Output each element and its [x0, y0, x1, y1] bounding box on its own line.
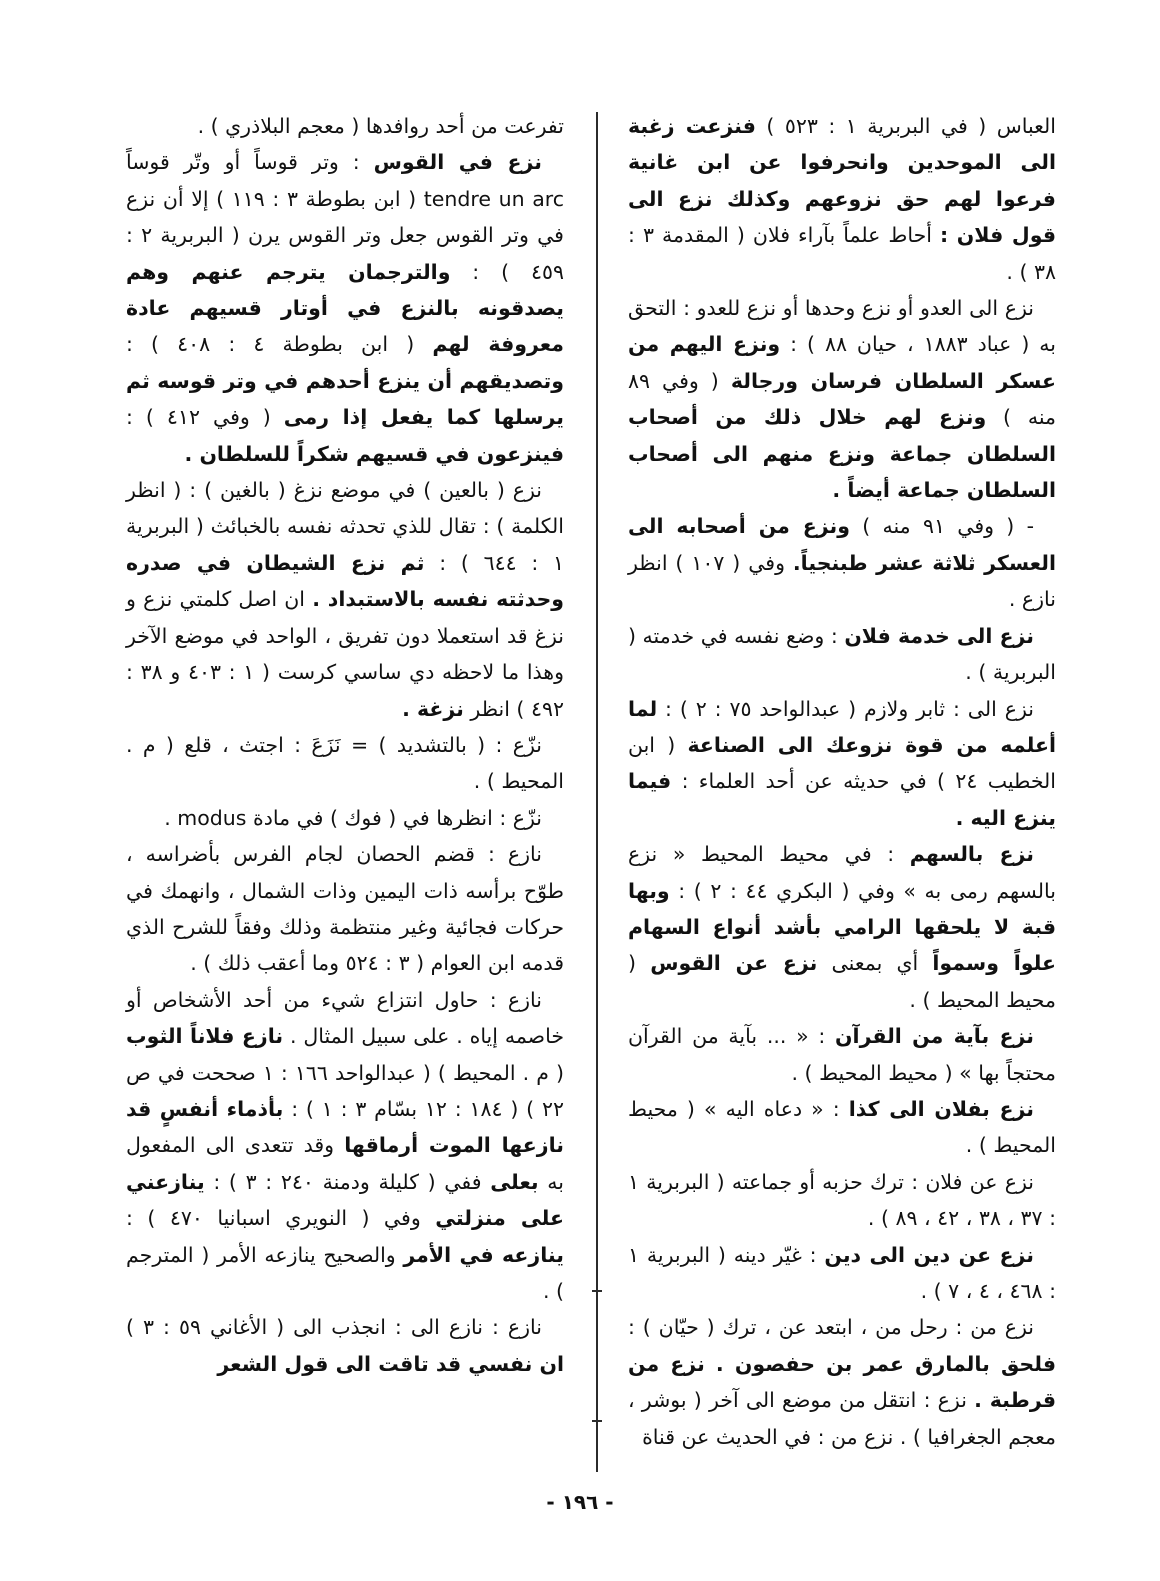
headword-text: ثم نزع الشيطان في صدره وحدثته نفسه بالاستبداد .	[126, 550, 564, 612]
body-text: ( م . المحيط ) ( عبدالواحد ١٦٦ : ١ صححت في ص ٢٢ ) ( ١٨٤ : ١٢ بسّام ٣ : ١ ) :	[126, 1060, 565, 1121]
paragraph	[628, 1309, 1056, 1455]
column-divider	[596, 112, 598, 1472]
headword-text: ينازعني على منزلتي	[126, 1169, 564, 1231]
headword-text: فينزعون في قسيهم شكراً للسلطان .	[184, 441, 564, 466]
body-text: - ( وفي ٩١ منه )	[849, 514, 1034, 539]
headword-text: ونزع من أصحابه الى العسكر ثلاثة عشر طبنجياً.	[628, 514, 1056, 575]
body-text: : وتر قوساً أو وتّر قوساً tendre un arc ( ابن بطوطة ٣ : ١١٩ ) إلا أن نزع في وتر القوس جعل وتر القوس يرن ( البربرية ٢ : ٤٥٩ ) :	[126, 150, 564, 284]
headword-text: نزع بآية من القرآن	[835, 1024, 1034, 1049]
paragraph	[628, 836, 1056, 1018]
body-text: نزع من : رحل من ، ابتعد عن ، ترك ( حيّان ) :	[628, 1315, 1034, 1340]
body-text: : « دعاه اليه » ( محيط المحيط ) .	[628, 1096, 1056, 1158]
headword-text: نزع بالسهم	[909, 842, 1034, 867]
body-text: ( وفي ٨٩ منه )	[628, 368, 1056, 430]
body-text: : غيّر دينه ( البربرية ١ : ٤٦٨ ، ٤ ، ٧ ) .	[628, 1242, 1056, 1303]
headword-text: نزع بفلان الى كذا	[848, 1096, 1034, 1121]
right-column	[628, 108, 1056, 1455]
paragraph	[628, 1164, 1056, 1237]
paragraph	[628, 1018, 1056, 1091]
body-text: : في محيط المحيط « نزع بالسهم رمى به » وفي ( البكري ٤٤ : ٢ ) :	[628, 842, 1056, 903]
body-text: وفي ( ١٠٧ ) انظر نازع .	[628, 550, 1056, 612]
paragraph	[126, 472, 564, 727]
paragraph	[126, 144, 564, 472]
body-text: والصحيح ينازعه الأمر ( المترجم ) .	[126, 1242, 564, 1303]
headword-text: نازع فلاناً الثوب	[126, 1024, 284, 1049]
paragraph	[126, 1309, 564, 1382]
paragraph	[628, 618, 1056, 691]
headword-text: نزع عن دين الى دين	[824, 1242, 1034, 1267]
paragraph	[126, 108, 564, 144]
body-text: ( محيط المحيط ) .	[628, 951, 1056, 1012]
paragraph	[126, 727, 564, 800]
page-number: - ١٩٦ -	[546, 1490, 614, 1514]
headword-text: ان نفسي قد تاقت الى قول الشعر	[217, 1351, 564, 1376]
paragraph	[628, 108, 1056, 290]
body-text: وفي ( النويري اسبانيا ٤٧٠ ) :	[126, 1206, 436, 1231]
headword-text: نزع في القوس	[373, 150, 542, 175]
body-text: نزع الى العدو أو نزع وحدها أو نزع للعدو : التحق به ( عباد ١٨٨٣ ، حيان ٨٨ ) :	[628, 296, 1056, 357]
body-text: نزع : انتقل من موضع الى آخر ( بوشر ، معجم الجغرافيا ) . نزع من : في الحديث عن قناة	[628, 1388, 1056, 1449]
body-text: نزّع : انظرها في ( فوك ) في مادة modus .	[164, 805, 542, 830]
headword-text: نزغة .	[402, 696, 464, 721]
headword-text: ونزع لهم خلال ذلك من أصحاب السلطان جماعة ونزع منهم الى أصحاب السلطان جماعة أيضاً .	[628, 405, 1056, 503]
body-text: : وضع نفسه في خدمته ( البربرية ) .	[628, 623, 1056, 685]
headword-text: وتصديقهم أن ينزع أحدهم في وتر قوسه ثم يرسلها كما يفعل إذا رمى	[126, 368, 564, 430]
body-text: نزع عن فلان : ترك حزبه أو جماعته ( البربرية ١ : ٣٧ ، ٣٨ ، ٤٢ ، ٨٩ ) .	[628, 1169, 1056, 1231]
paragraph	[628, 290, 1056, 508]
body-text: ففي ( كليلة ودمنة ٢٤٠ : ٣ ) :	[204, 1169, 491, 1194]
body-text: ان اصل كلمتي نزع و نزغ قد استعملا دون تفريق ، الواحد في موضع الآخر وهذا ما لاحظه دي ساسي كرست ( ١ : ٤٠٣ و ٣٨ : ٤٩٢ ) انظر	[126, 587, 564, 721]
body-text: نزع ( بالعين ) في موضع نزغ ( بالغين ) : ( انظر الكلمة ) : تقال للذي تحدثه نفسه بالخبائث ( البربرية ١ : ٦٤٤ ) :	[126, 478, 564, 575]
paragraph	[126, 982, 564, 1310]
headword-text: ونزع اليهم من عسكر السلطان فرسان ورجالة	[628, 332, 1056, 393]
body-text: العباس ( في البربرية ١ : ٥٢٣ )	[755, 114, 1056, 138]
headword-text: وبها قبة لا يلحقها الرامي بأشد أنواع السهام علواً وسمواً	[628, 878, 1056, 976]
body-text: نازع : حاول انتزاع شيء من أحد الأشخاص أو خاصمه إياه . على سبيل المثال .	[126, 987, 564, 1049]
divider-mark	[592, 1420, 602, 1422]
body-text: : « ... بآية من القرآن محتجاً بها » ( محيط المحيط ) .	[628, 1024, 1056, 1085]
body-text: نزّع : ( بالتشديد ) = نَزَعَ : اجتث ، قلع ( م . المحيط ) .	[126, 732, 564, 794]
paragraph	[628, 508, 1056, 617]
paragraph	[126, 800, 564, 836]
body-text: نزع الى : ثابر ولازم ( عبدالواحد ٧٥ : ٢ ) :	[657, 696, 1034, 721]
headword-text: فنزعت زغبة الى الموحدين وانحرفوا عن ابن غانية فرعوا لهم حق نزوعهم وكذلك نزع الى قول فلان :	[628, 114, 1056, 248]
paragraph	[628, 1091, 1056, 1164]
body-text: وقد تتعدى الى المفعول به	[126, 1133, 564, 1194]
body-text: نازع : قضم الحصان لجام الفرس بأضراسه ، طوّح برأسه ذات اليمين وذات الشمال ، وانهمك في حركات فجائية وغير منتظمة وذلك وفقاً للشرح الذي قدمه ابن العوام ( ٣ : ٥٢٤ وما أعقب ذلك ) .	[126, 842, 564, 976]
body-text: أحاط علماً بآراء فلان ( المقدمة ٣ : ٣٨ ) .	[628, 223, 1056, 284]
headword-text: بأذماء أنفسٍ قد نازعها الموت أرماقها	[126, 1096, 565, 1158]
body-text: نازع : نازع الى : انجذب الى ( الأغاني ٥٩ : ٣ )	[126, 1315, 542, 1340]
paragraph	[628, 691, 1056, 837]
left-column	[126, 108, 564, 1382]
body-text: ( ابن بطوطة ٤ : ٤٠٨ ) :	[126, 332, 433, 357]
headword-text: لما أعلمه من قوة نزوعك الى الصناعة	[628, 696, 1056, 757]
body-text: أي بمعنى	[817, 951, 933, 976]
headword-text: نزع الى خدمة فلان	[844, 623, 1034, 648]
divider-mark	[592, 1290, 602, 1292]
headword-text: ينازعه في الأمر	[403, 1242, 564, 1267]
paragraph	[126, 836, 564, 982]
body-text: ( ابن الخطيب ٢٤ ) في حديثه عن أحد العلماء :	[628, 732, 1056, 794]
headword-text: نزع عن القوس	[650, 951, 818, 976]
paragraph	[628, 1237, 1056, 1310]
body-text: تفرعت من أحد روافدها ( معجم البلاذري ) .	[197, 114, 564, 138]
headword-text: بعلى	[490, 1169, 539, 1194]
headword-text: والترجمان يترجم عنهم وهم يصدقونه بالنزع في أوتار قسيهم عادة معروفة لهم	[126, 259, 564, 357]
headword-text: فيما ينزع اليه .	[628, 769, 1056, 830]
body-text: ( وفي ٤١٢ ) :	[126, 405, 284, 430]
headword-text: فلحق بالمارق عمر بن حفصون . نزع من قرطبة .	[628, 1351, 1056, 1413]
